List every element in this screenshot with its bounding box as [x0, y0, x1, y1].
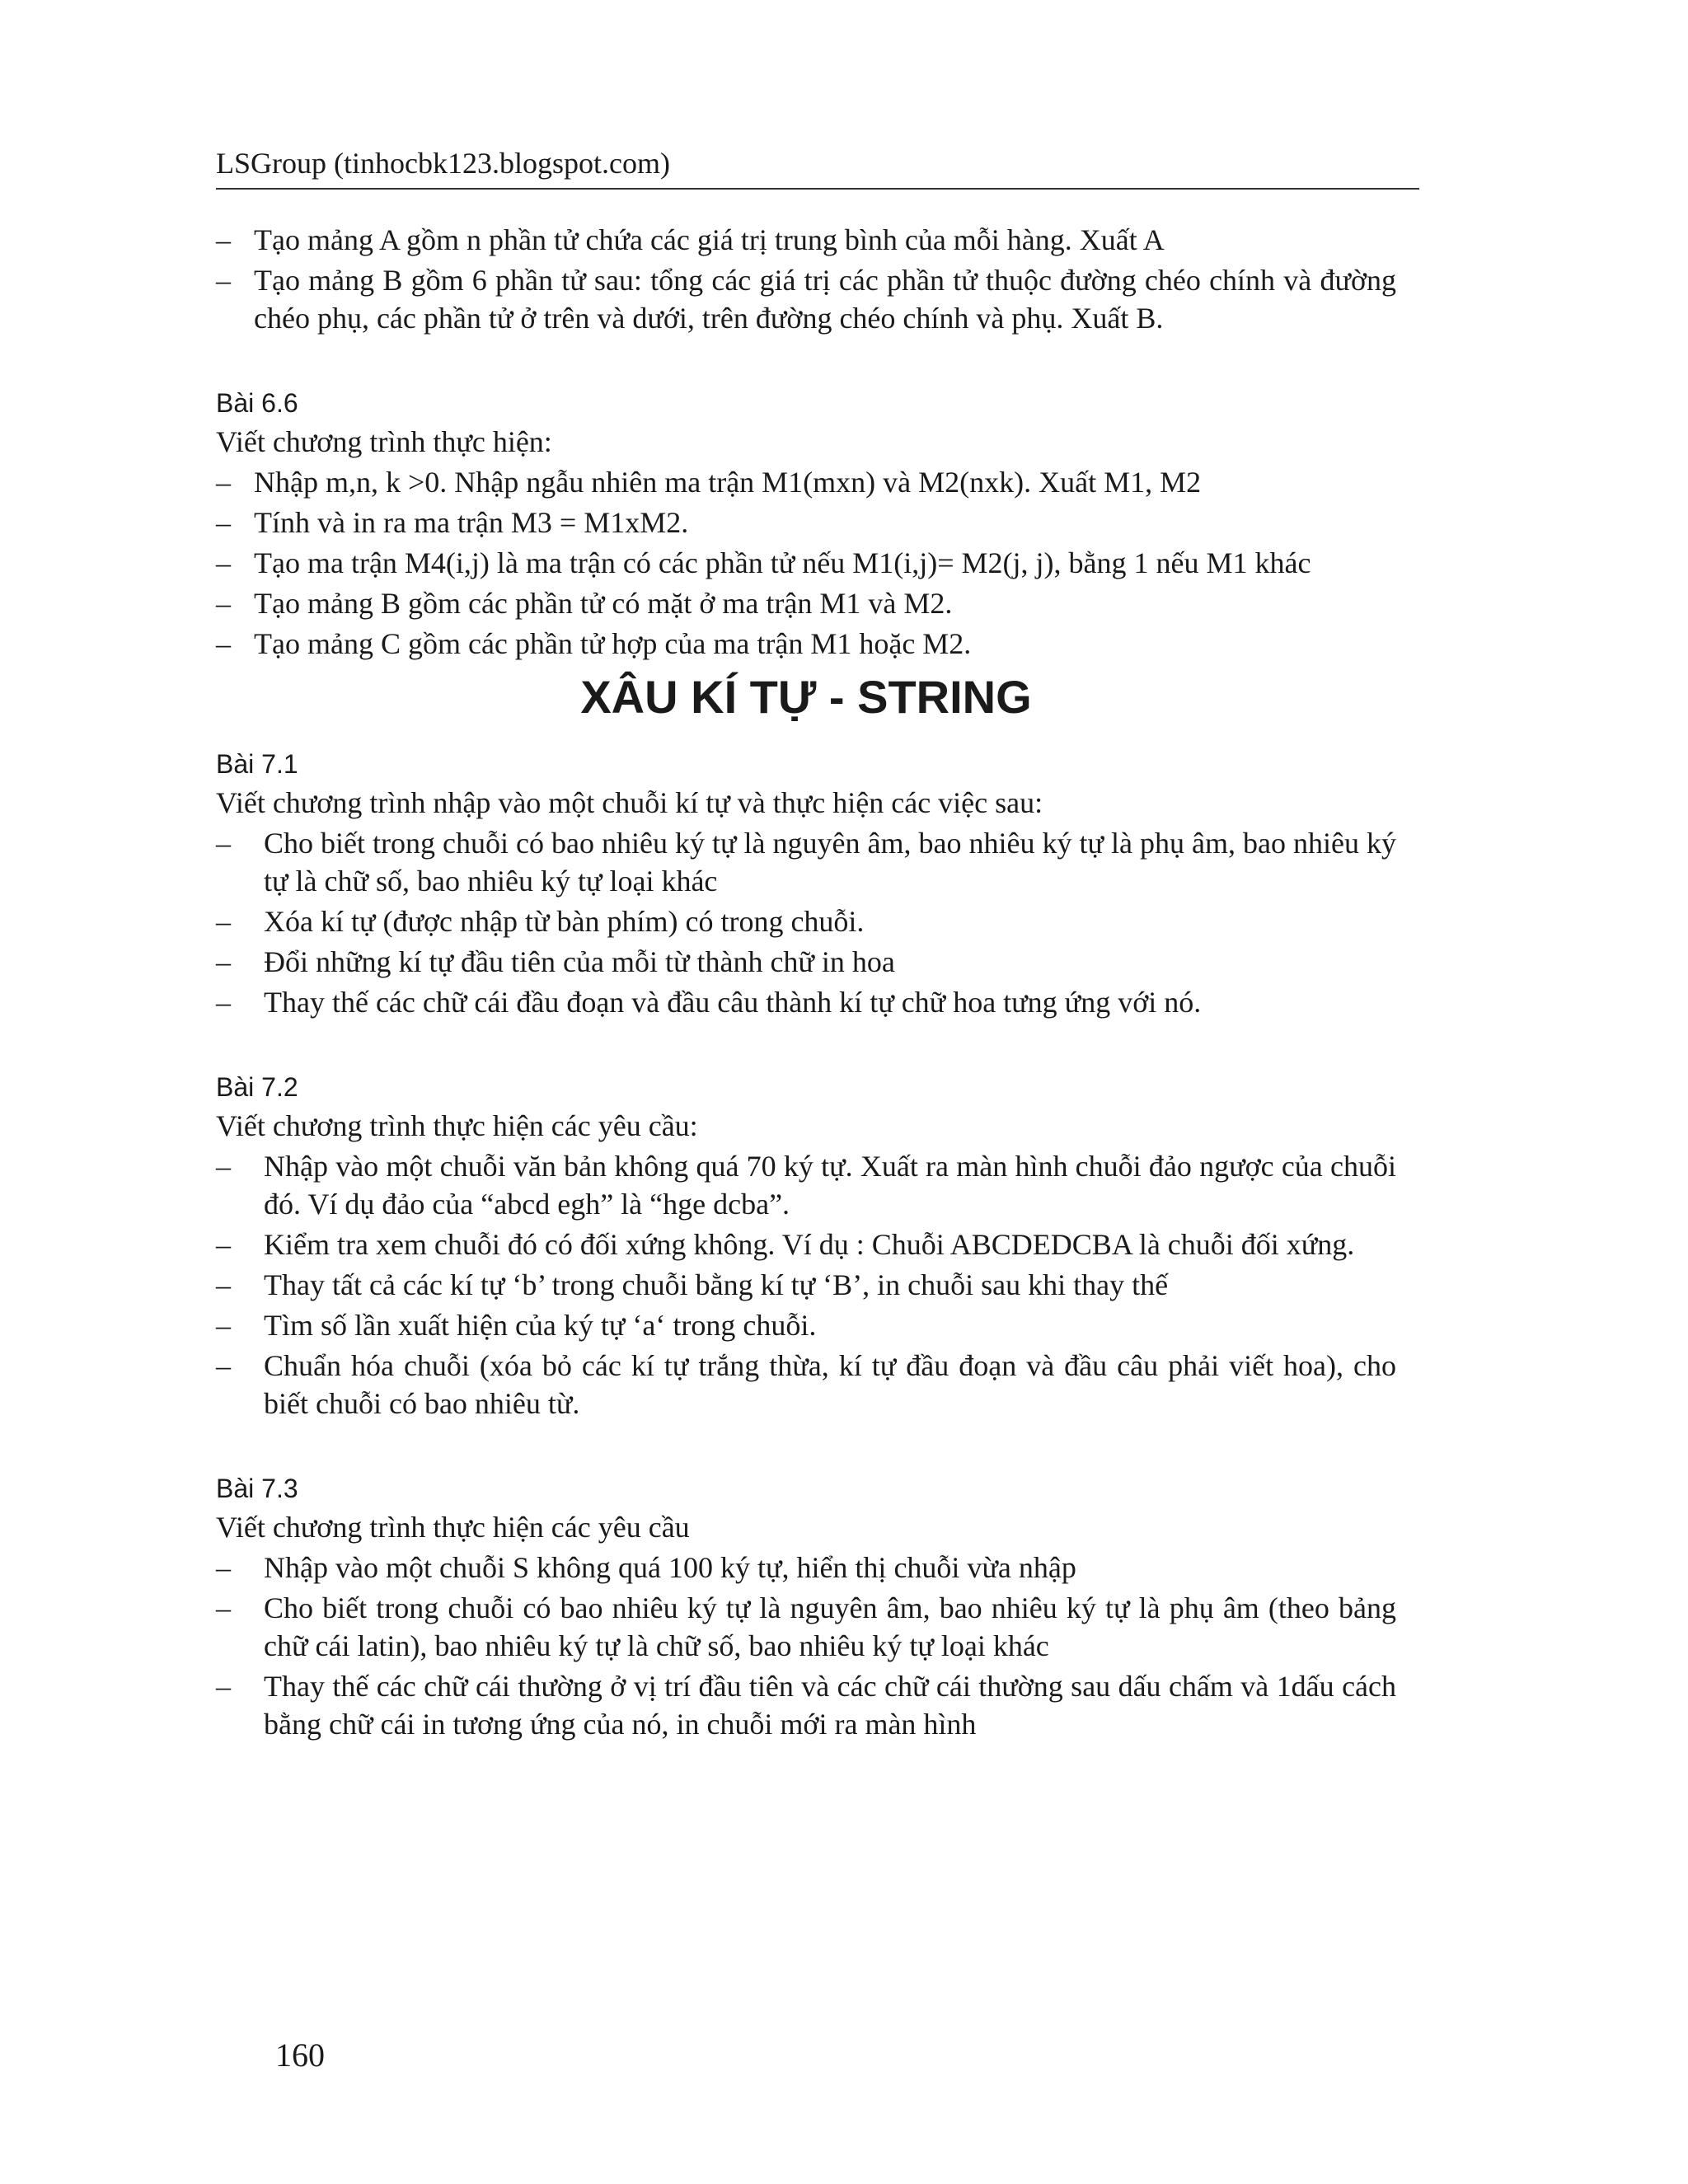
bullet-dash: –: [216, 905, 231, 938]
bullet-dash: –: [216, 1309, 231, 1342]
bullet-dash: –: [216, 1150, 231, 1183]
list-item-text: Tạo mảng A gồm n phần tử chứa các giá trị trung bình của mỗi hàng. Xuất A: [254, 223, 1165, 256]
list-item-text: Đổi những kí tự đầu tiên của mỗi từ thành chữ in hoa: [264, 945, 895, 978]
bullet-dash: –: [216, 945, 231, 978]
bullet-dash: –: [216, 1551, 231, 1584]
running-header: LSGroup (tinhocbk123.blogspot.com): [216, 145, 1419, 190]
list-item: [216, 463, 1396, 501]
list-item: [216, 1667, 1396, 1743]
bullet-dash: –: [216, 587, 231, 620]
bullet-dash: –: [216, 264, 231, 297]
list-item-text: Kiểm tra xem chuỗi đó có đối xứng không. Ví dụ : Chuỗi ABCDEDCBA là chuỗi đối xứng.: [264, 1228, 1355, 1261]
list-item-text: Tạo ma trận M4(i,j) là ma trận có các phần tử nếu M1(i,j)= M2(j, j), bằng 1 nếu M1 khác: [254, 546, 1311, 579]
bullet-dash: –: [216, 546, 231, 579]
list-item: [216, 1549, 1396, 1586]
exercise-intro: Viết chương trình thực hiện các yêu cầu:: [216, 1109, 698, 1142]
list-item: [216, 1589, 1396, 1665]
list-item: [216, 983, 1396, 1021]
list-item-text: Tính và in ra ma trận M3 = M1xM2.: [254, 506, 689, 539]
list-item-text: Chuẩn hóa chuỗi (xóa bỏ các kí tự trắng thừa, kí tự đầu đoạn và đầu câu phải viết hoa), cho biết chuỗi có bao nhiêu từ.: [264, 1349, 1396, 1420]
exercise-title: Bài 7.2: [216, 1072, 298, 1102]
exercise-list: [216, 1549, 1396, 1743]
bullet-dash: –: [216, 986, 231, 1019]
exercise-list: [216, 824, 1396, 1021]
exercise-title: Bài 7.1: [216, 749, 298, 779]
list-item-text: Tìm số lần xuất hiện của ký tự ‘a‘ trong chuỗi.: [264, 1309, 817, 1342]
exercise-intro: Viết chương trình nhập vào một chuỗi kí tự và thực hiện các việc sau:: [216, 786, 1043, 819]
exercise-title: Bài 7.3: [216, 1474, 298, 1503]
list-item: [216, 261, 1396, 337]
list-item: [216, 824, 1396, 900]
list-item: [216, 1347, 1396, 1422]
exercise-intro: Viết chương trình thực hiện:: [216, 425, 552, 458]
list-item: [216, 504, 1396, 541]
list-item-text: Thay thế các chữ cái đầu đoạn và đầu câu thành kí tự chữ hoa tưng ứng với nó.: [264, 986, 1202, 1019]
list-item-text: Xóa kí tự (được nhập từ bàn phím) có trong chuỗi.: [264, 905, 865, 938]
exercise-intro: Viết chương trình thực hiện các yêu cầu: [216, 1511, 690, 1544]
list-item-text: Nhập vào một chuỗi S không quá 100 ký tự, hiển thị chuỗi vừa nhập: [264, 1551, 1076, 1584]
list-item: [216, 943, 1396, 981]
list-item-text: Nhập vào một chuỗi văn bản không quá 70 ký tự. Xuất ra màn hình chuỗi đảo ngược của chuỗi đó. Ví dụ đảo của “abcd egh” là “hge dcba”.: [264, 1150, 1396, 1221]
list-item-text: Cho biết trong chuỗi có bao nhiêu ký tự là nguyên âm, bao nhiêu ký tự là phụ âm, bao nhiêu ký tự là chữ số, bao nhiêu ký tự loại khác: [264, 827, 1396, 898]
bullet-dash: –: [216, 466, 231, 499]
list-item-text: Cho biết trong chuỗi có bao nhiêu ký tự là nguyên âm, bao nhiêu ký tự là phụ âm (theo bảng chữ cái latin), bao nhiêu ký tự là chữ số, bao nhiêu ký tự loại khác: [264, 1591, 1396, 1662]
section-heading: XÂU KÍ TỰ - STRING: [580, 671, 1032, 723]
list-item: [216, 902, 1396, 940]
list-item: [216, 1226, 1396, 1263]
bullet-dash: –: [216, 223, 231, 256]
list-item-text: Thay tất cả các kí tự ‘b’ trong chuỗi bằng kí tự ‘B’, in chuỗi sau khi thay thế: [264, 1268, 1169, 1301]
exercise-list: [216, 1147, 1396, 1422]
page-number: 160: [275, 2036, 325, 2074]
bullet-dash: –: [216, 1591, 231, 1624]
list-item: [216, 1266, 1396, 1304]
exercise-list: [216, 463, 1396, 663]
page-content: [216, 221, 1396, 1746]
list-item: [216, 625, 1396, 663]
list-item-text: Tạo mảng B gồm các phần tử có mặt ở ma trận M1 và M2.: [254, 587, 953, 620]
list-item: [216, 221, 1396, 259]
bullet-dash: –: [216, 1670, 231, 1703]
exercise-title: Bài 6.6: [216, 388, 298, 418]
list-item: [216, 584, 1396, 622]
bullet-dash: –: [216, 627, 231, 660]
bullet-dash: –: [216, 1268, 231, 1301]
list-item-text: Thay thế các chữ cái thường ở vị trí đầu tiên và các chữ cái thường sau dấu chấm và 1dấu cách bằng chữ cái in tương ứng của nó, in chuỗi mới ra màn hình: [264, 1670, 1396, 1741]
list-item: [216, 1147, 1396, 1223]
bullet-dash: –: [216, 506, 231, 539]
list-item-text: Tạo mảng C gồm các phần tử hợp của ma trận M1 hoặc M2.: [254, 627, 972, 660]
list-item-text: Nhập m,n, k >0. Nhập ngẫu nhiên ma trận M1(mxn) và M2(nxk). Xuất M1, M2: [254, 466, 1202, 499]
bullet-dash: –: [216, 1349, 231, 1382]
bullet-dash: –: [216, 827, 231, 860]
list-item: [216, 1306, 1396, 1344]
list-item: [216, 544, 1396, 582]
bullet-dash: –: [216, 1228, 231, 1261]
continued-list: [216, 221, 1396, 337]
list-item-text: Tạo mảng B gồm 6 phần tử sau: tổng các giá trị các phần tử thuộc đường chéo chính và đường chéo phụ, các phần tử ở trên và dưới, trên đường chéo chính và phụ. Xuất B.: [254, 264, 1396, 335]
